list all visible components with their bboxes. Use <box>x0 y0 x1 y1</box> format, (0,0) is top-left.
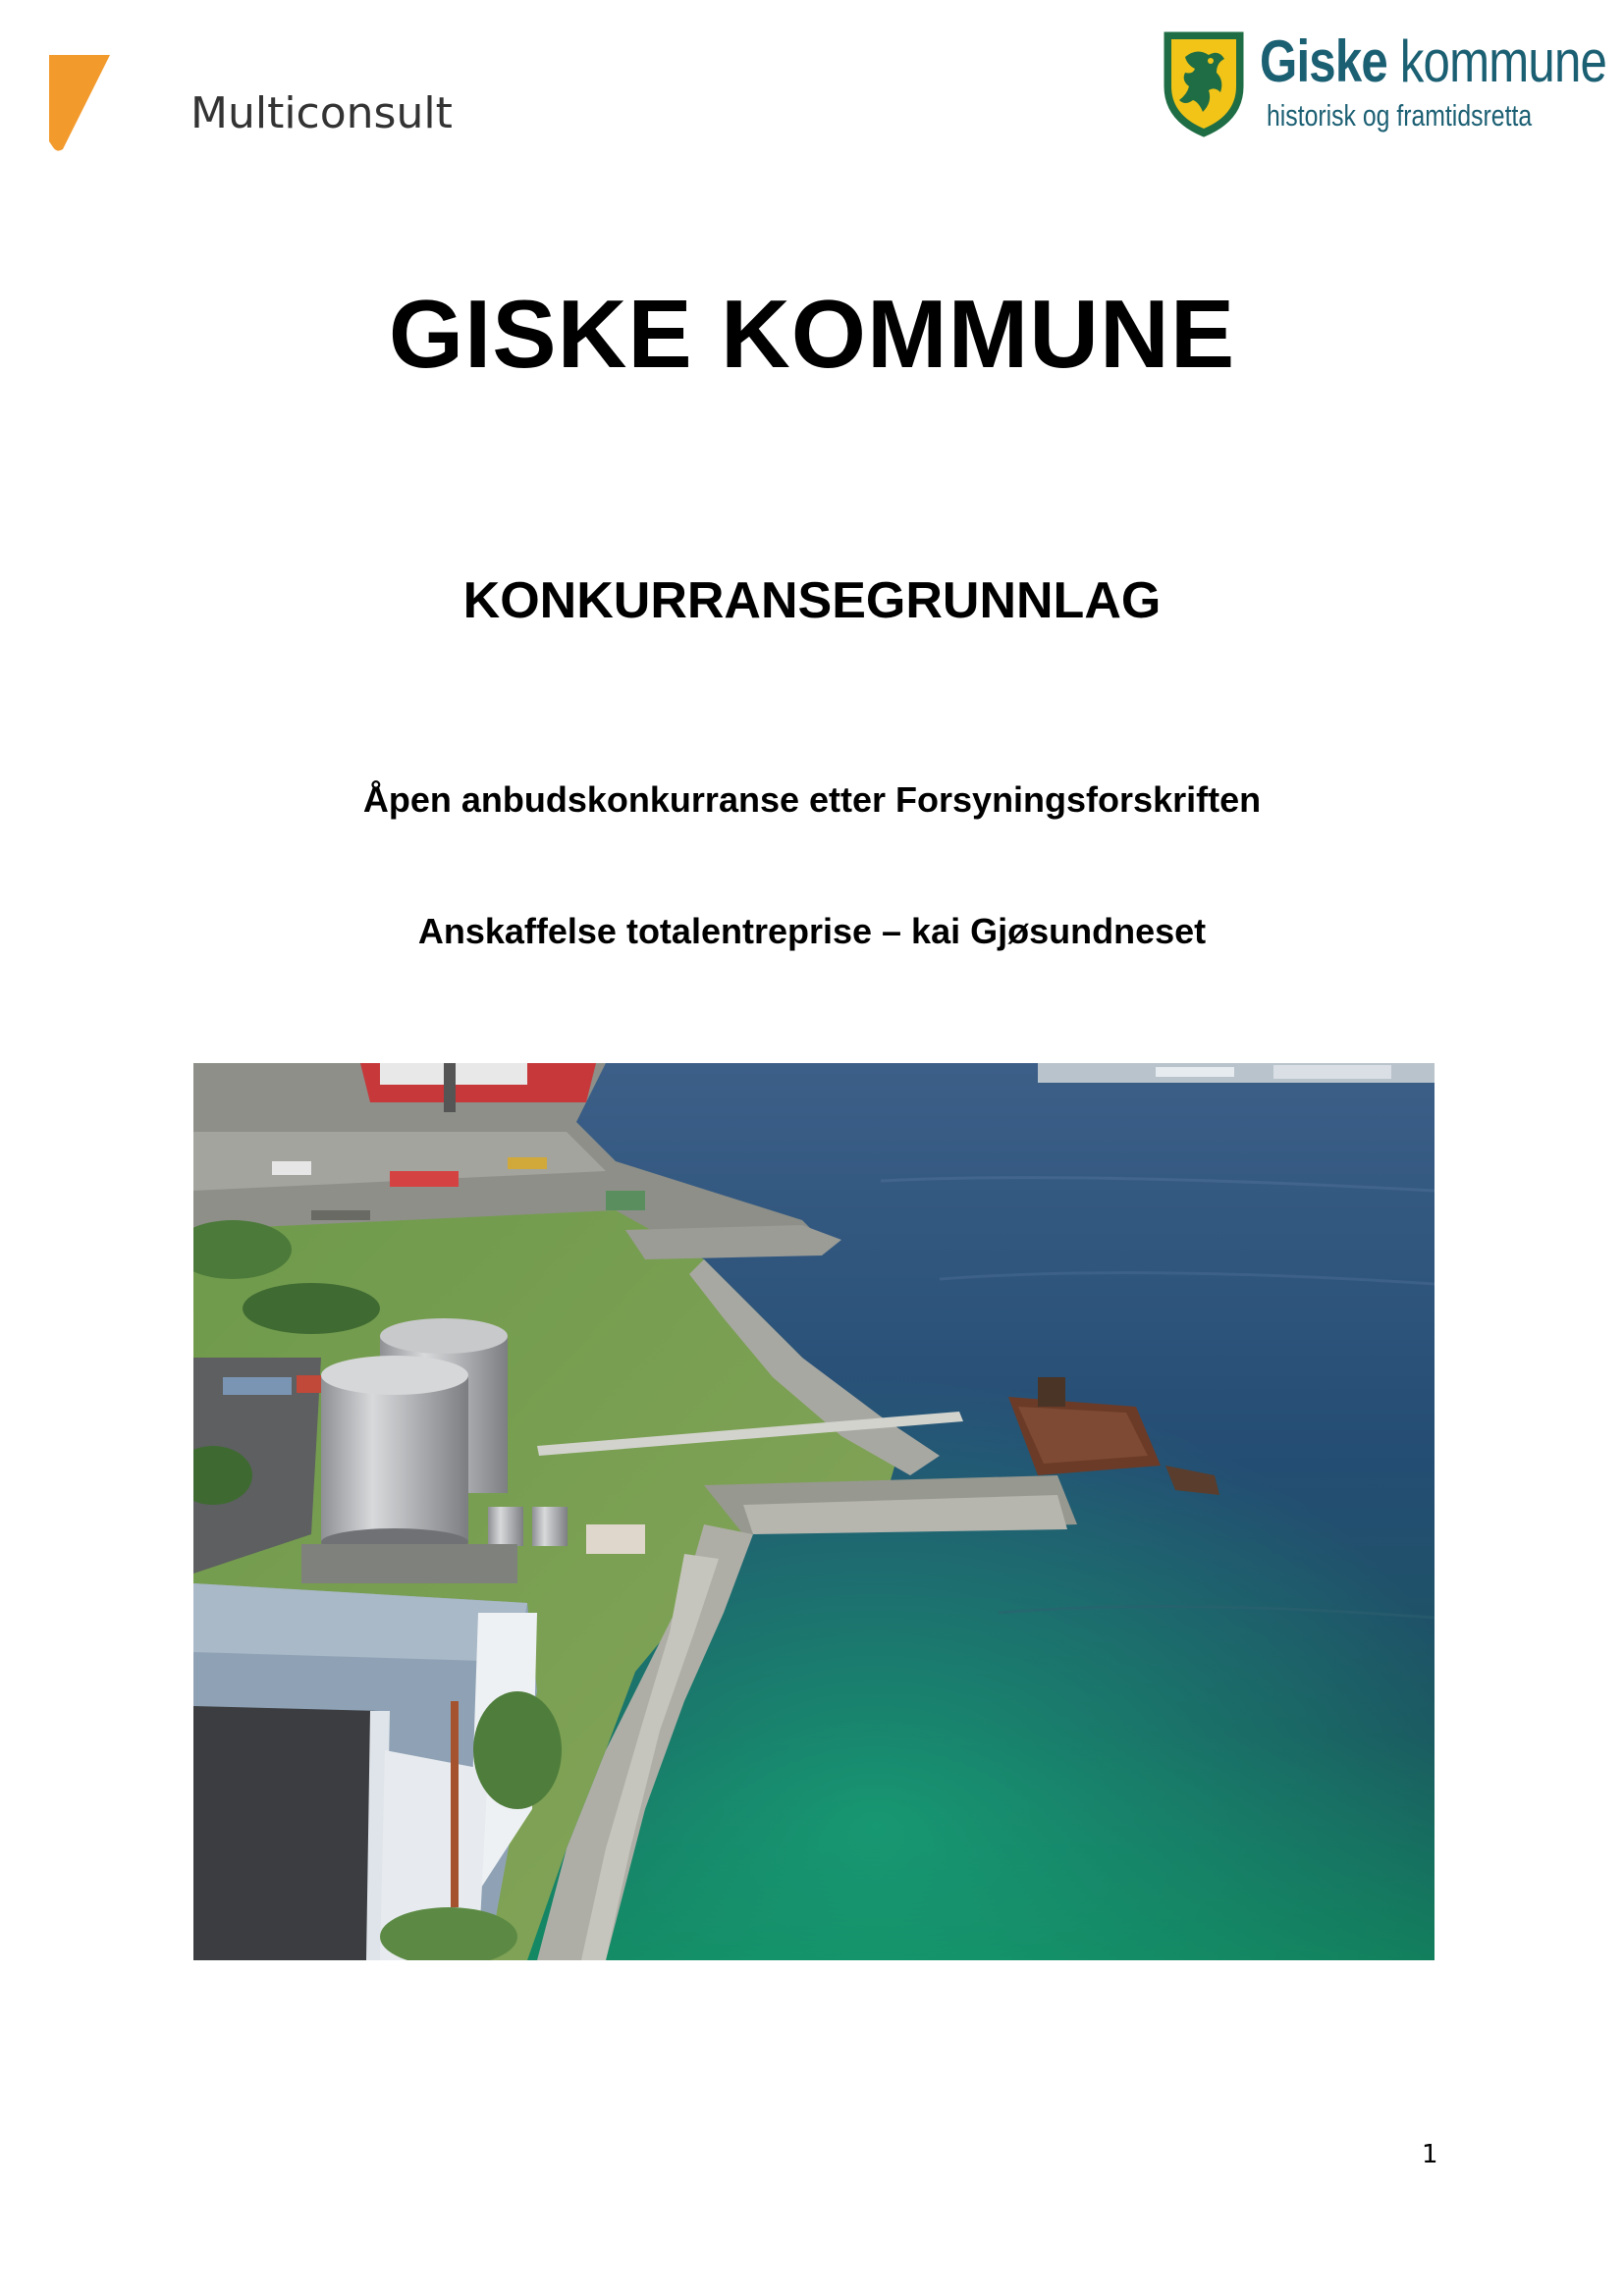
giske-logo-name-rest: kommune <box>1386 28 1607 94</box>
document-subtitle: KONKURRANSEGRUNNLAG <box>462 572 1162 629</box>
giske-logo-tagline: historisk og framtidsretta <box>1267 98 1533 133</box>
document-title: GISKE KOMMUNE <box>388 280 1236 388</box>
page-number: 1 <box>1422 2140 1438 2169</box>
multiconsult-logo-mark <box>45 51 114 153</box>
procedure-heading: Åpen anbudskonkurranse etter Forsyningsforskriften <box>362 779 1262 820</box>
giske-logo-name <box>1260 27 1606 95</box>
giske-coat-of-arms-icon <box>1162 29 1246 139</box>
project-heading: Anskaffelse totalentreprise – kai Gjøsundneset <box>417 911 1207 951</box>
cover-photo-harbour <box>193 1063 1435 1960</box>
multiconsult-wordmark: Multiconsult <box>190 88 453 138</box>
giske-logo-name-bold: Giske <box>1260 28 1387 94</box>
